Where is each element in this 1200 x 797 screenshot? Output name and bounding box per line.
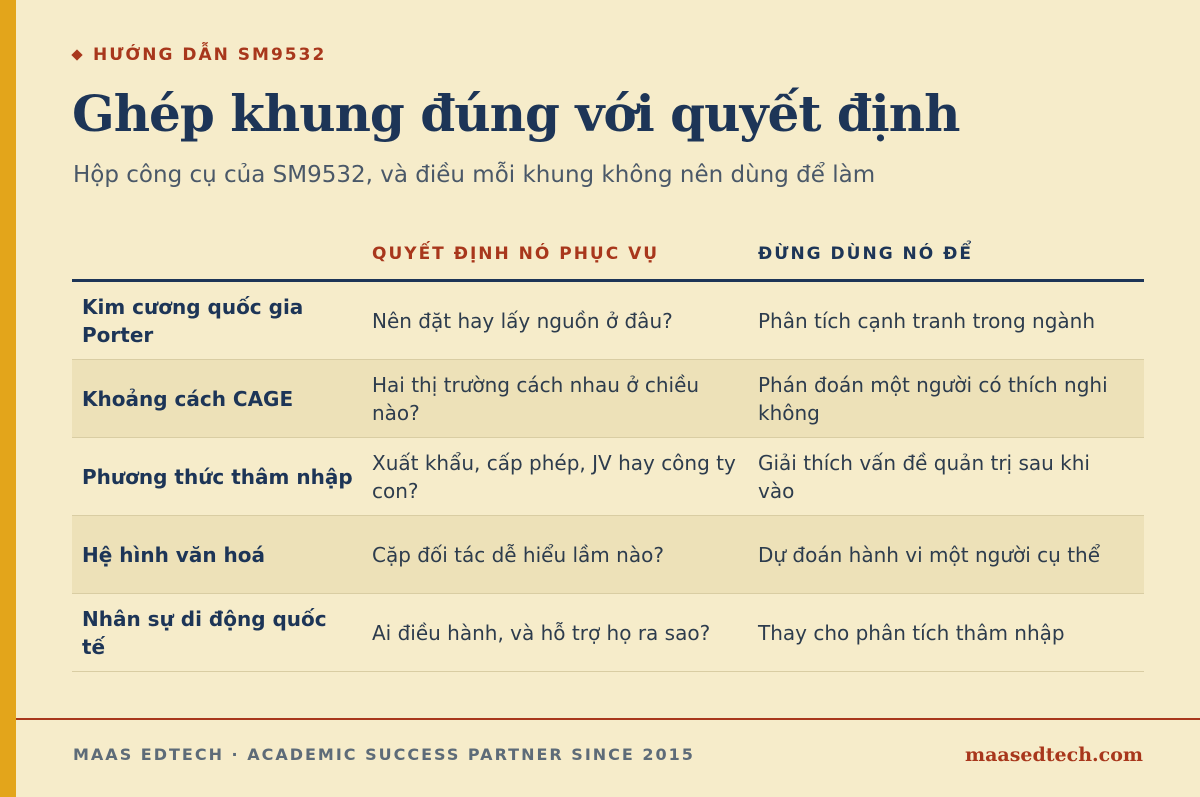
kicker-text: HƯỚNG DẪN SM9532 xyxy=(93,45,327,65)
serves-cell: Nên đặt hay lấy nguồn ở đâu? xyxy=(372,308,673,333)
framework-name: Nhân sự di động quốc tế xyxy=(82,606,327,659)
footer-tagline: MAAS EDTECH · ACADEMIC SUCCESS PARTNER SINCE 2015 xyxy=(73,745,695,764)
framework-table xyxy=(72,228,1144,672)
dont-cell: Phán đoán một người có thích nghi không xyxy=(758,372,1108,425)
table-row xyxy=(72,360,1144,438)
table-row xyxy=(72,516,1144,594)
header-serves: QUYẾT ĐỊNH NÓ PHỤC VỤ xyxy=(372,243,660,264)
table-row xyxy=(72,438,1144,516)
kicker xyxy=(73,45,326,65)
dont-cell: Thay cho phân tích thâm nhập xyxy=(758,620,1065,645)
serves-cell: Ai điều hành, và hỗ trợ họ ra sao? xyxy=(372,620,711,645)
dont-cell: Dự đoán hành vi một người cụ thể xyxy=(758,542,1101,567)
serves-cell: Xuất khẩu, cấp phép, JV hay công ty con? xyxy=(372,450,736,503)
framework-name: Hệ hình văn hoá xyxy=(82,542,266,567)
table-row xyxy=(72,282,1144,360)
table-row xyxy=(72,594,1144,672)
diamond-icon xyxy=(71,49,82,60)
left-accent-bar xyxy=(0,0,16,797)
dont-cell: Phân tích cạnh tranh trong ngành xyxy=(758,308,1096,333)
dont-cell: Giải thích vấn đề quản trị sau khi vào xyxy=(758,450,1090,503)
table-header xyxy=(72,228,1144,282)
footer-divider xyxy=(16,718,1200,720)
page-subtitle: Hộp công cụ của SM9532, và điều mỗi khung không nên dùng để làm xyxy=(73,162,876,188)
framework-name: Kim cương quốc gia Porter xyxy=(82,294,304,347)
serves-cell: Cặp đối tác dễ hiểu lầm nào? xyxy=(372,542,664,567)
framework-name: Phương thức thâm nhập xyxy=(82,464,353,489)
serves-cell: Hai thị trường cách nhau ở chiều nào? xyxy=(372,372,700,425)
header-dont: ĐỪNG DÙNG NÓ ĐỂ xyxy=(758,243,974,264)
footer-website-link[interactable]: maasedtech.com xyxy=(964,744,1143,766)
page-title: Ghép khung đúng với quyết định xyxy=(72,84,960,143)
framework-name: Khoảng cách CAGE xyxy=(82,386,294,411)
